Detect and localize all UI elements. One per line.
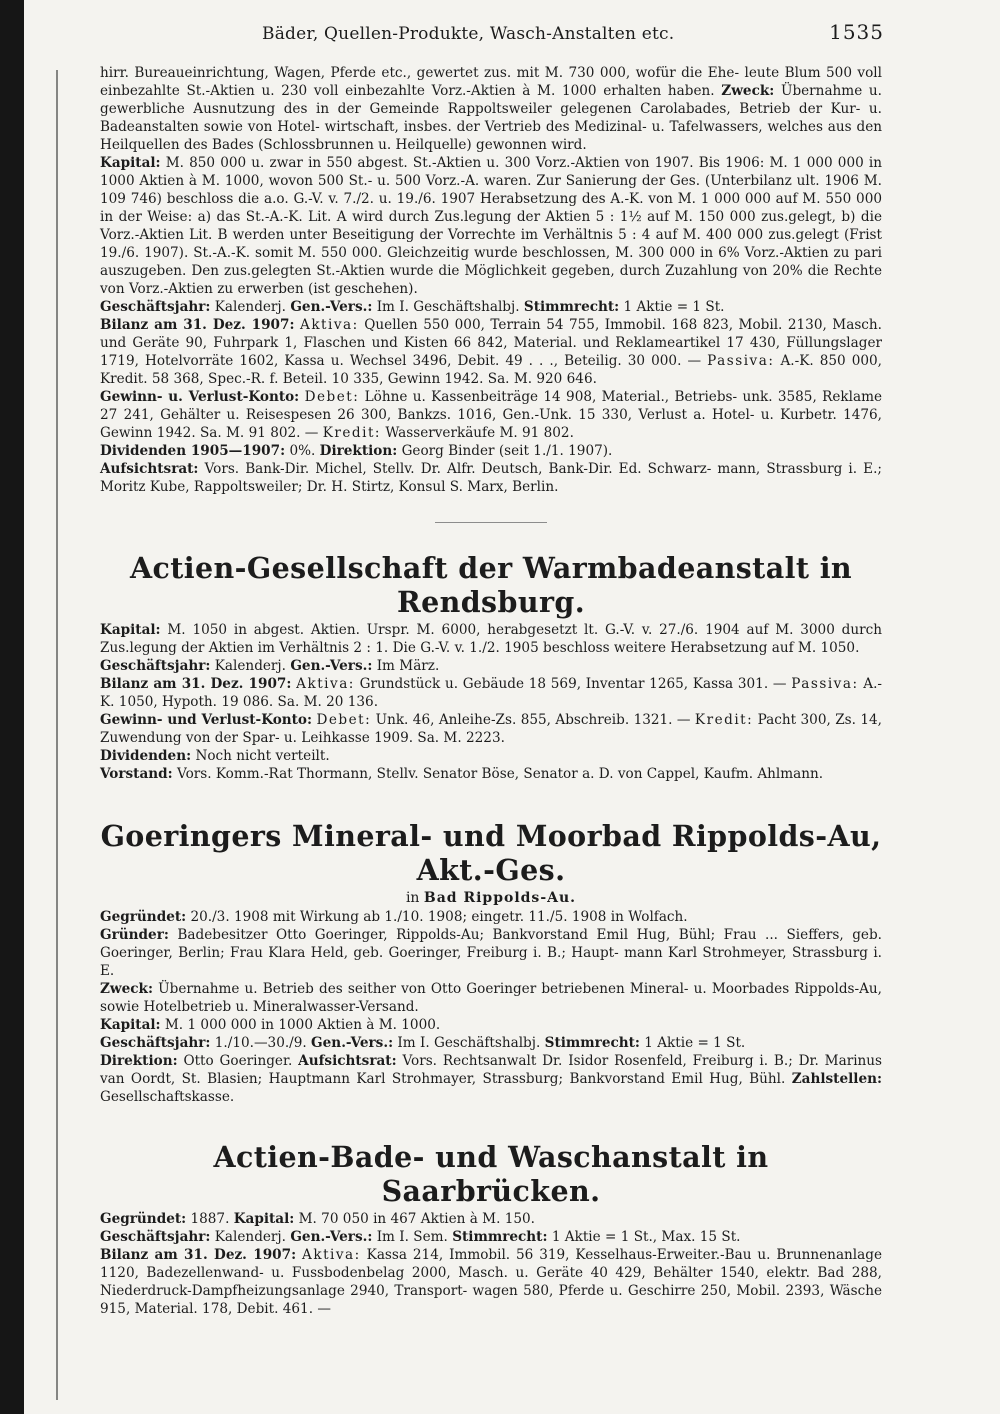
entry-paragraph — [100, 980, 882, 1016]
entry-paragraph — [100, 1016, 882, 1034]
section-divider — [435, 522, 547, 523]
fiscal-year-label: Geschäftsjahr: — [100, 1229, 211, 1245]
company-location — [100, 889, 882, 907]
liabilities-text: A.-K. 1050, Hypoth. 19 086. Sa. M. 20 136. — [100, 676, 883, 710]
supervisory-board-label: Aufsichtsrat: — [100, 461, 199, 477]
founded-text: 20./3. 1908 mit Wirkung ab 1./10. 1908; eingetr. 11./5. 1908 in Wolfach. — [190, 909, 688, 925]
credit-word: Kredit: — [694, 712, 754, 728]
board-text: Vors. Komm.-Rat Thormann, Stellv. Senator Böse, Senator a. D. von Cappel, Kaufm. Ahlmann. — [177, 766, 824, 782]
capital-text: M. 850 000 u. zwar in 550 abgest. St.-Aktien u. 300 Vorz.-Aktien von 1907. Bis 1906: M. 1 000 000 in 1000 Aktien à M. 1000, wovon 500 St.- u. 500 Vorz.-A. waren. Zur Sanierung der Ges. (Unterbilanz ult. 1906 M. 109 746) beschloss die a.o. G.-V. v. 7./2. u. 19./6. 1907 Herabsetzung des A.-K. von M. 1 000 000 auf M. 550 000 in der Weise: a) das St.-A.-K. Lit. A wird durch Zus.legung der Aktien 5 : 1½ auf M. 150 000 zus.gelegt, b) die Vorz.-Aktien Lit. B werden unter Beseitigung der Vorrechte im Verhältnis 5 : 4 auf M. 400 000 zus.gelegt (Frist 19./6. 1907). St.-A.-K. somit M. 550 000. Gleichzeitig wurde beschlossen, M. 300 000 in 6% Vorz.-Aktien zu pari auszugeben. Den zus.gelegten St.-Aktien wurde die Möglichkeit gegeben, durch Zuzahlung von 20% die Rechte von Vorz.-Aktien zu erwerben (ist geschehen). — [100, 155, 882, 297]
entry-paragraph — [100, 908, 882, 926]
capital-label: Kapital: — [100, 155, 161, 171]
page-body — [100, 64, 882, 1318]
founders-label: Gründer: — [100, 927, 169, 943]
assets-text: Kassa 214, Immobil. 56 319, Kesselhaus-Erweiter.-Bau u. Brunnenanlage 1120, Badezellenwand- u. Fussbodenbelag 2000, Masch. u. Geräte 40 429, Behälter 1540, elektr. Bad 288, Niederdruck-Dampfheizungsanlage 2940, Transport- wagen 580, Pferde u. Geschirre 250, Mobil. 2393, Wäsche 915, Material. 178, Debit. 461. — — [100, 1247, 883, 1317]
entry-paragraph — [100, 388, 882, 442]
voting-right-label: Stimmrecht: — [452, 1229, 548, 1245]
supervisory-board-text: Vors. Bank-Dir. Michel, Stellv. Dr. Alfr. Deutsch, Bank-Dir. Ed. Schwarz- mann, Strassburg i. E.; Moritz Kube, Rappoltsweiler; Dr. H. Stirtz, Konsul S. Marx, Berlin. — [100, 461, 882, 495]
debit-text: Unk. 46, Anleihe-Zs. 855, Abschreib. 1321. — — [375, 712, 691, 728]
balance-label: Bilanz am 31. Dez. 1907: — [100, 676, 292, 692]
dividends-label: Dividenden 1905—1907: — [100, 443, 286, 459]
company-title: Actien-Gesellschaft der Warmbadeanstalt in Rendsburg. — [129, 551, 853, 619]
fiscal-year-label: Geschäftsjahr: — [100, 1035, 211, 1051]
entry-saarbruecken — [100, 1140, 882, 1318]
fiscal-year-text: 1./10.—30./9. — [214, 1035, 307, 1051]
assets-word: Aktiva: — [296, 676, 355, 692]
entry-paragraph — [100, 64, 882, 154]
voting-right-text: 1 Aktie = 1 St. — [644, 1035, 746, 1051]
founded-text: 1887. — [190, 1211, 230, 1227]
entry-paragraph — [100, 1052, 882, 1106]
entry-paragraph — [100, 442, 882, 460]
section-gap — [100, 783, 882, 819]
paying-agents-label: Zahlstellen: — [791, 1071, 882, 1087]
general-meeting-label: Gen.-Vers.: — [290, 1229, 373, 1245]
entry-paragraph — [100, 1246, 882, 1318]
general-meeting-text: Im I. Geschäftshalbj. — [397, 1035, 541, 1051]
profit-loss-label: Gewinn- u. Verlust-Konto: — [100, 389, 300, 405]
founded-label: Gegründet: — [100, 909, 187, 925]
purpose-label: Zweck: — [100, 981, 153, 997]
entry-paragraph — [100, 460, 882, 496]
founded-label: Gegründet: — [100, 1211, 187, 1227]
supervisory-board-text: Vors. Rechtsanwalt Dr. Isidor Rosenfeld, Freiburg i. B.; Dr. Marinus van Oordt, St. Blasien; Hauptmann Karl Strohmayer, Strassburg; Bankvorstand Emil Hug, Bühl. — [100, 1053, 883, 1087]
voting-right-label: Stimmrecht: — [523, 299, 620, 315]
liabilities-text: A.-K. 850 000, Kredit. 58 368, Spec.-R. f. Beteil. 10 335, Gewinn 1942. Sa. M. 920 646. — [100, 353, 883, 387]
binding-edge — [0, 0, 24, 1414]
dividends-text: Noch nicht verteilt. — [195, 748, 330, 764]
capital-text: M. 1050 in abgest. Aktien. Urspr. M. 6000, herabgesetzt lt. G.-V. v. 27./6. 1904 auf M. 3000 durch Zus.legung der Aktien im Verhältnis 2 : 1. Die G.-V. v. 1./2. 1905 beschloss weitere Herabsetzung auf M. 1050. — [100, 622, 882, 656]
supervisory-board-label: Aufsichtsrat: — [298, 1053, 397, 1069]
entry-paragraph — [100, 154, 882, 298]
page-number: 1535 — [829, 20, 884, 44]
assets-word: Aktiva: — [300, 317, 359, 333]
general-meeting-text: Im März. — [376, 658, 440, 674]
entry-paragraph — [100, 298, 882, 316]
founders-text: Badebesitzer Otto Goeringer, Rippolds-Au; Bankvorstand Emil Hug, Bühl; Frau ... Sieffers, geb. Goeringer, Berlin; Frau Klara Held, geb. Goeringer, Freiburg i. B.; Haupt- mann Karl Strohmeyer, Strassburg i. E. — [100, 927, 882, 979]
purpose-text: Übernahme u. Betrieb des seither von Otto Goeringer betriebenen Mineral- u. Moorbades Rippolds-Au, sowie Hotelbetrieb u. Mineralwasser-Versand. — [100, 981, 883, 1015]
fiscal-year-text: Kalenderj. — [214, 1229, 286, 1245]
general-meeting-label: Gen.-Vers.: — [290, 658, 373, 674]
management-label: Direktion: — [100, 1053, 178, 1069]
capital-text: M. 70 050 in 467 Aktien à M. 150. — [298, 1211, 536, 1227]
location-prefix: in — [405, 890, 420, 906]
board-label: Vorstand: — [100, 766, 173, 782]
entry-paragraph — [100, 675, 882, 711]
running-header — [262, 20, 884, 44]
liabilities-word: Passiva: — [707, 353, 775, 369]
management-text: Otto Goeringer. — [183, 1053, 293, 1069]
voting-right-label: Stimmrecht: — [544, 1035, 640, 1051]
purpose-label: Zweck: — [721, 83, 775, 99]
running-title: Bäder, Quellen-Produkte, Wasch-Anstalten etc. — [262, 24, 675, 44]
entry-paragraph — [100, 1034, 882, 1052]
credit-text: Pacht 300, Zs. 14, Zuwendung von der Spar- u. Leihkasse 1909. Sa. M. 2223. — [100, 712, 882, 746]
entry-paragraph — [100, 657, 882, 675]
location-name: Bad Rippolds-Au. — [423, 890, 577, 906]
section-gap — [100, 1106, 882, 1140]
capital-label: Kapital: — [233, 1211, 295, 1227]
balance-label: Bilanz am 31. Dez. 1907: — [100, 317, 295, 333]
credit-word: Kredit: — [322, 425, 382, 441]
purpose-text: Übernahme u. gewerbliche Ausnutzung des in der Gemeinde Rappoltsweiler gelegenen Carolabades, Betrieb der Kur- u. Badeanstalten sowie von Hotel- wirtschaft, insbes. der Vertrieb des Medizinal- u. Tafelwassers, welches aus den Heilquellen des Bades (Schlossbrunnen u. Heilquelle) gewonnen wird. — [100, 83, 882, 153]
capital-text: M. 1 000 000 in 1000 Aktien à M. 1000. — [164, 1017, 441, 1033]
management-text: Georg Binder (seit 1./1. 1907). — [401, 443, 613, 459]
entry-carolabad-continued — [100, 64, 882, 496]
capital-label: Kapital: — [100, 1017, 161, 1033]
entry-rendsburg — [100, 551, 882, 783]
company-title: Goeringers Mineral- und Moorbad Rippolds-Au, Akt.-Ges. — [100, 819, 882, 887]
credit-text: Wasserverkäufe M. 91 802. — [385, 425, 574, 441]
assets-text: Quellen 550 000, Terrain 54 755, Immobil. 168 823, Mobil. 2130, Masch. und Geräte 90, Fuhrpark 1, Flaschen und Kisten 66 842, Material. und Reklameartikel 17 430, Füllungslager 1719, Hotelvorräte 1602, Kassa u. Wechsel 3496, Debit. 49 . . ., Beteilig. 30 000. — — [100, 317, 882, 369]
fiscal-year-text: Kalenderj. — [214, 658, 286, 674]
debit-word: Debet: — [316, 712, 372, 728]
general-meeting-text: Im I. Geschäftshalbj. — [376, 299, 520, 315]
dividends-text: 0%. — [289, 443, 316, 459]
capital-label: Kapital: — [100, 622, 161, 638]
general-meeting-label: Gen.-Vers.: — [290, 299, 373, 315]
debit-text: Löhne u. Kassenbeiträge 14 908, Material., Betriebs- unk. 3585, Reklame 27 241, Gehälter u. Reisespesen 26 300, Bankzs. 1016, Gen.-Unk. 15 330, Verlust a. Hotel- u. Kurbetr. 1476, Gewinn 1942. Sa. M. 91 802. — — [100, 389, 883, 441]
assets-text: Grundstück u. Gebäude 18 569, Inventar 1265, Kassa 301. — — [359, 676, 787, 692]
fiscal-year-text: Kalenderj. — [214, 299, 286, 315]
debit-word: Debet: — [304, 389, 360, 405]
entry-paragraph — [100, 747, 882, 765]
entry-paragraph — [100, 926, 882, 980]
profit-loss-label: Gewinn- und Verlust-Konto: — [100, 712, 313, 728]
company-title: Actien-Bade- und Waschanstalt in Saarbrücken. — [213, 1140, 769, 1208]
voting-right-text: 1 Aktie = 1 St. — [623, 299, 725, 315]
entry-paragraph — [100, 1210, 882, 1228]
dividends-label: Dividenden: — [100, 748, 192, 764]
entry-rippolds-au — [100, 819, 882, 1106]
voting-right-text: 1 Aktie = 1 St., Max. 15 St. — [551, 1229, 741, 1245]
general-meeting-text: Im I. Sem. — [376, 1229, 448, 1245]
balance-label: Bilanz am 31. Dez. 1907: — [100, 1247, 297, 1263]
paying-agents-text: Gesellschaftskasse. — [100, 1089, 235, 1105]
liabilities-word: Passiva: — [791, 676, 859, 692]
entry-paragraph — [100, 765, 882, 783]
founding-contribution-text: hirr. Bureaueinrichtung, Wagen, Pferde etc., gewertet zus. mit M. 730 000, wofür die Ehe- leute Blum 500 voll einbezahlte St.-Aktien u. 230 voll einbezahlte Vorz.-Aktien à M. 1000 erhalten haben. — [100, 65, 882, 99]
entry-paragraph — [100, 1228, 882, 1246]
entry-paragraph — [100, 621, 882, 657]
general-meeting-label: Gen.-Vers.: — [311, 1035, 394, 1051]
entry-paragraph — [100, 316, 882, 388]
fiscal-year-label: Geschäftsjahr: — [100, 299, 211, 315]
gutter-shadow — [56, 70, 58, 1400]
fiscal-year-label: Geschäftsjahr: — [100, 658, 211, 674]
management-label: Direktion: — [319, 443, 398, 459]
entry-paragraph — [100, 711, 882, 747]
assets-word: Aktiva: — [302, 1247, 361, 1263]
